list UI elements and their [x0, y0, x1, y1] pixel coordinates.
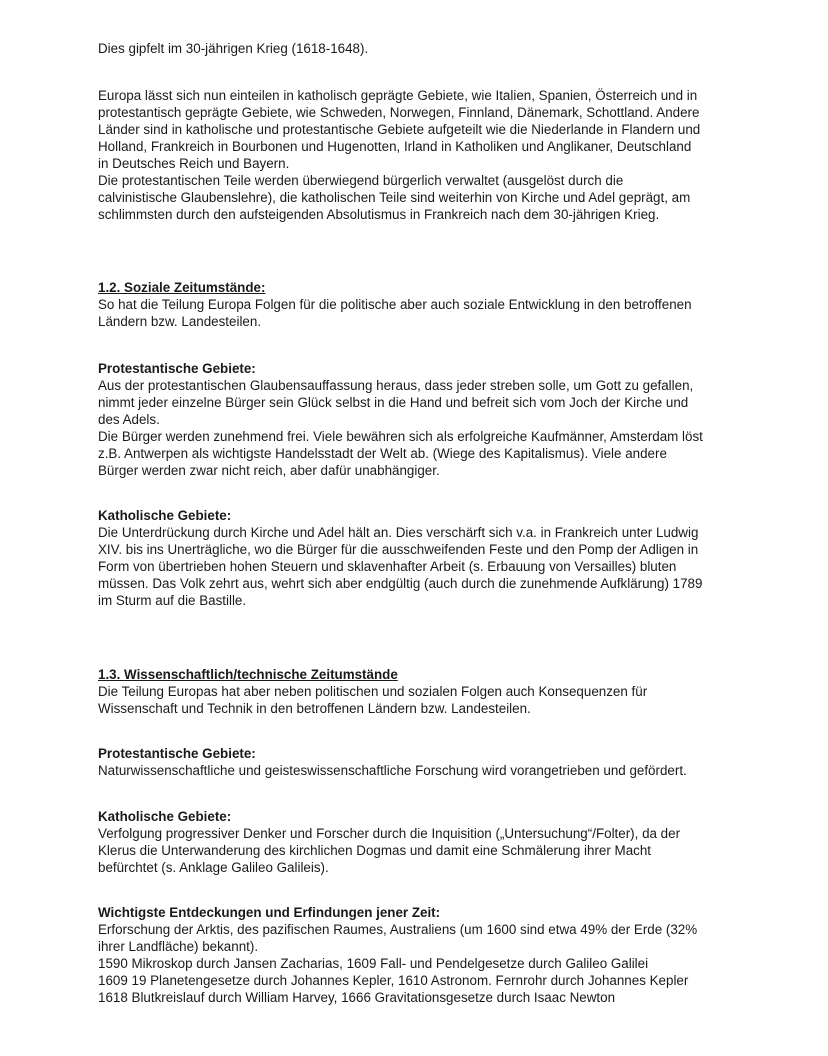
paragraph-line: Europa lässt sich nun einteilen in katholisch geprägte Gebiete, wie Italien, Spanien, Österreich und in — [98, 88, 698, 103]
paragraph-line: ihrer Landfläche) bekannt). — [98, 939, 259, 954]
paragraph-line: Länder sind in katholische und protestantische Gebiete aufgeteilt wie die Niederlande in Flandern und — [98, 122, 701, 137]
paragraph-line: befürchtet (s. Anklage Galileo Galileis). — [98, 860, 329, 875]
paragraph-line: Erforschung der Arktis, des pazifischen Raumes, Australiens (um 1600 sind etwa 49% der Erde (32% — [98, 922, 698, 937]
paragraph-line: Bürger werden zwar nicht reich, aber dafür unabhängiger. — [98, 463, 440, 478]
paragraph-line: z.B. Antwerpen als wichtigste Handelsstadt der Welt ab. (Wiege des Kapitalismus). Viele andere — [98, 446, 667, 461]
subheading-catholic: Katholische Gebiete: — [98, 508, 232, 523]
paragraph-line: Form von übertrieben hohen Steuern und sklavenhafter Arbeit (s. Erbauung von Versailles) bluten — [98, 559, 677, 574]
paragraph-line: So hat die Teilung Europa Folgen für die politische aber auch soziale Entwicklung in den betroffenen — [98, 297, 692, 312]
paragraph-line: Wissenschaft und Technik in den betroffenen Ländern bzw. Landesteilen. — [98, 701, 531, 716]
paragraph-line: Klerus die Unterwanderung des kirchlichen Dogmas und damit eine Schmälerung ihrer Macht — [98, 843, 652, 858]
paragraph-line: im Sturm auf die Bastille. — [98, 593, 247, 608]
paragraph-line: Die Unterdrückung durch Kirche und Adel hält an. Dies verschärft sich v.a. in Frankreich unter Ludwig — [98, 525, 699, 540]
paragraph-line: Die Teilung Europas hat aber neben politischen und sozialen Folgen auch Konsequenzen für — [98, 684, 648, 699]
paragraph-line: müssen. Das Volk zehrt aus, wehrt sich aber endgültig (auch durch die zunehmende Aufklärung) 1789 — [98, 576, 703, 591]
subheading-protestant: Protestantische Gebiete: — [98, 361, 256, 376]
subheading-catholic: Katholische Gebiete: — [98, 809, 232, 824]
paragraph-line: Holland, Frankreich in Bourbonen und Hugenotten, Irland in Katholiken und Anglikaner, Deutschland — [98, 139, 692, 154]
paragraph-line: 1618 Blutkreislauf durch William Harvey, 1666 Gravitationsgesetze durch Isaac Newton — [98, 990, 616, 1005]
intro-line: Dies gipfelt im 30-jährigen Krieg (1618-1648). — [98, 41, 369, 56]
paragraph-line: XIV. bis ins Unerträgliche, wo die Bürger für die ausschweifenden Feste und den Pomp der Adligen in — [98, 542, 699, 557]
paragraph-line: schlimmsten durch den aufsteigenden Absolutismus in Frankreich nach dem 30-jährigen Krieg. — [98, 207, 660, 222]
paragraph-line: Die protestantischen Teile werden überwiegend bürgerlich verwaltet (ausgelöst durch die — [98, 173, 624, 188]
paragraph-line: 1609 19 Planetengesetze durch Johannes Kepler, 1610 Astronom. Fernrohr durch Johannes Kepler — [98, 973, 689, 988]
section-heading-wissenschaft: 1.3. Wissenschaftlich/technische Zeitumstände — [98, 667, 398, 682]
paragraph-line: Verfolgung progressiver Denker und Forscher durch die Inquisition („Untersuchung“/Folter), da der — [98, 826, 681, 841]
paragraph-line: protestantisch geprägte Gebiete, wie Schweden, Norwegen, Finnland, Dänemark, Schottland. Andere — [98, 105, 700, 120]
paragraph-line: Ländern bzw. Landesteilen. — [98, 314, 262, 329]
paragraph-line: Naturwissenschaftliche und geisteswissenschaftliche Forschung wird vorangetrieben und gefördert. — [98, 763, 687, 778]
paragraph-line: nimmt jeder einzelne Bürger sein Glück selbst in die Hand und befreit sich vom Joch der Kirche und — [98, 395, 689, 410]
subheading-protestant: Protestantische Gebiete: — [98, 746, 256, 761]
paragraph-line: Aus der protestantischen Glaubensauffassung heraus, dass jeder streben solle, um Gott zu gefallen, — [98, 378, 694, 393]
paragraph-line: Die Bürger werden zunehmend frei. Viele bewähren sich als erfolgreiche Kaufmänner, Amsterdam löst — [98, 429, 703, 444]
paragraph-line: 1590 Mikroskop durch Jansen Zacharias, 1609 Fall- und Pendelgesetze durch Galileo Galilei — [98, 956, 649, 971]
subheading-discoveries: Wichtigste Entdeckungen und Erfindungen jener Zeit: — [98, 905, 441, 920]
paragraph-line: des Adels. — [98, 412, 160, 427]
section-heading-soziale: 1.2. Soziale Zeitumstände: — [98, 280, 266, 295]
paragraph-line: calvinistische Glaubenslehre), die katholischen Teile sind weiterhin von Kirche und Adel geprägt, am — [98, 190, 691, 205]
paragraph-line: in Deutsches Reich und Bayern. — [98, 156, 290, 171]
